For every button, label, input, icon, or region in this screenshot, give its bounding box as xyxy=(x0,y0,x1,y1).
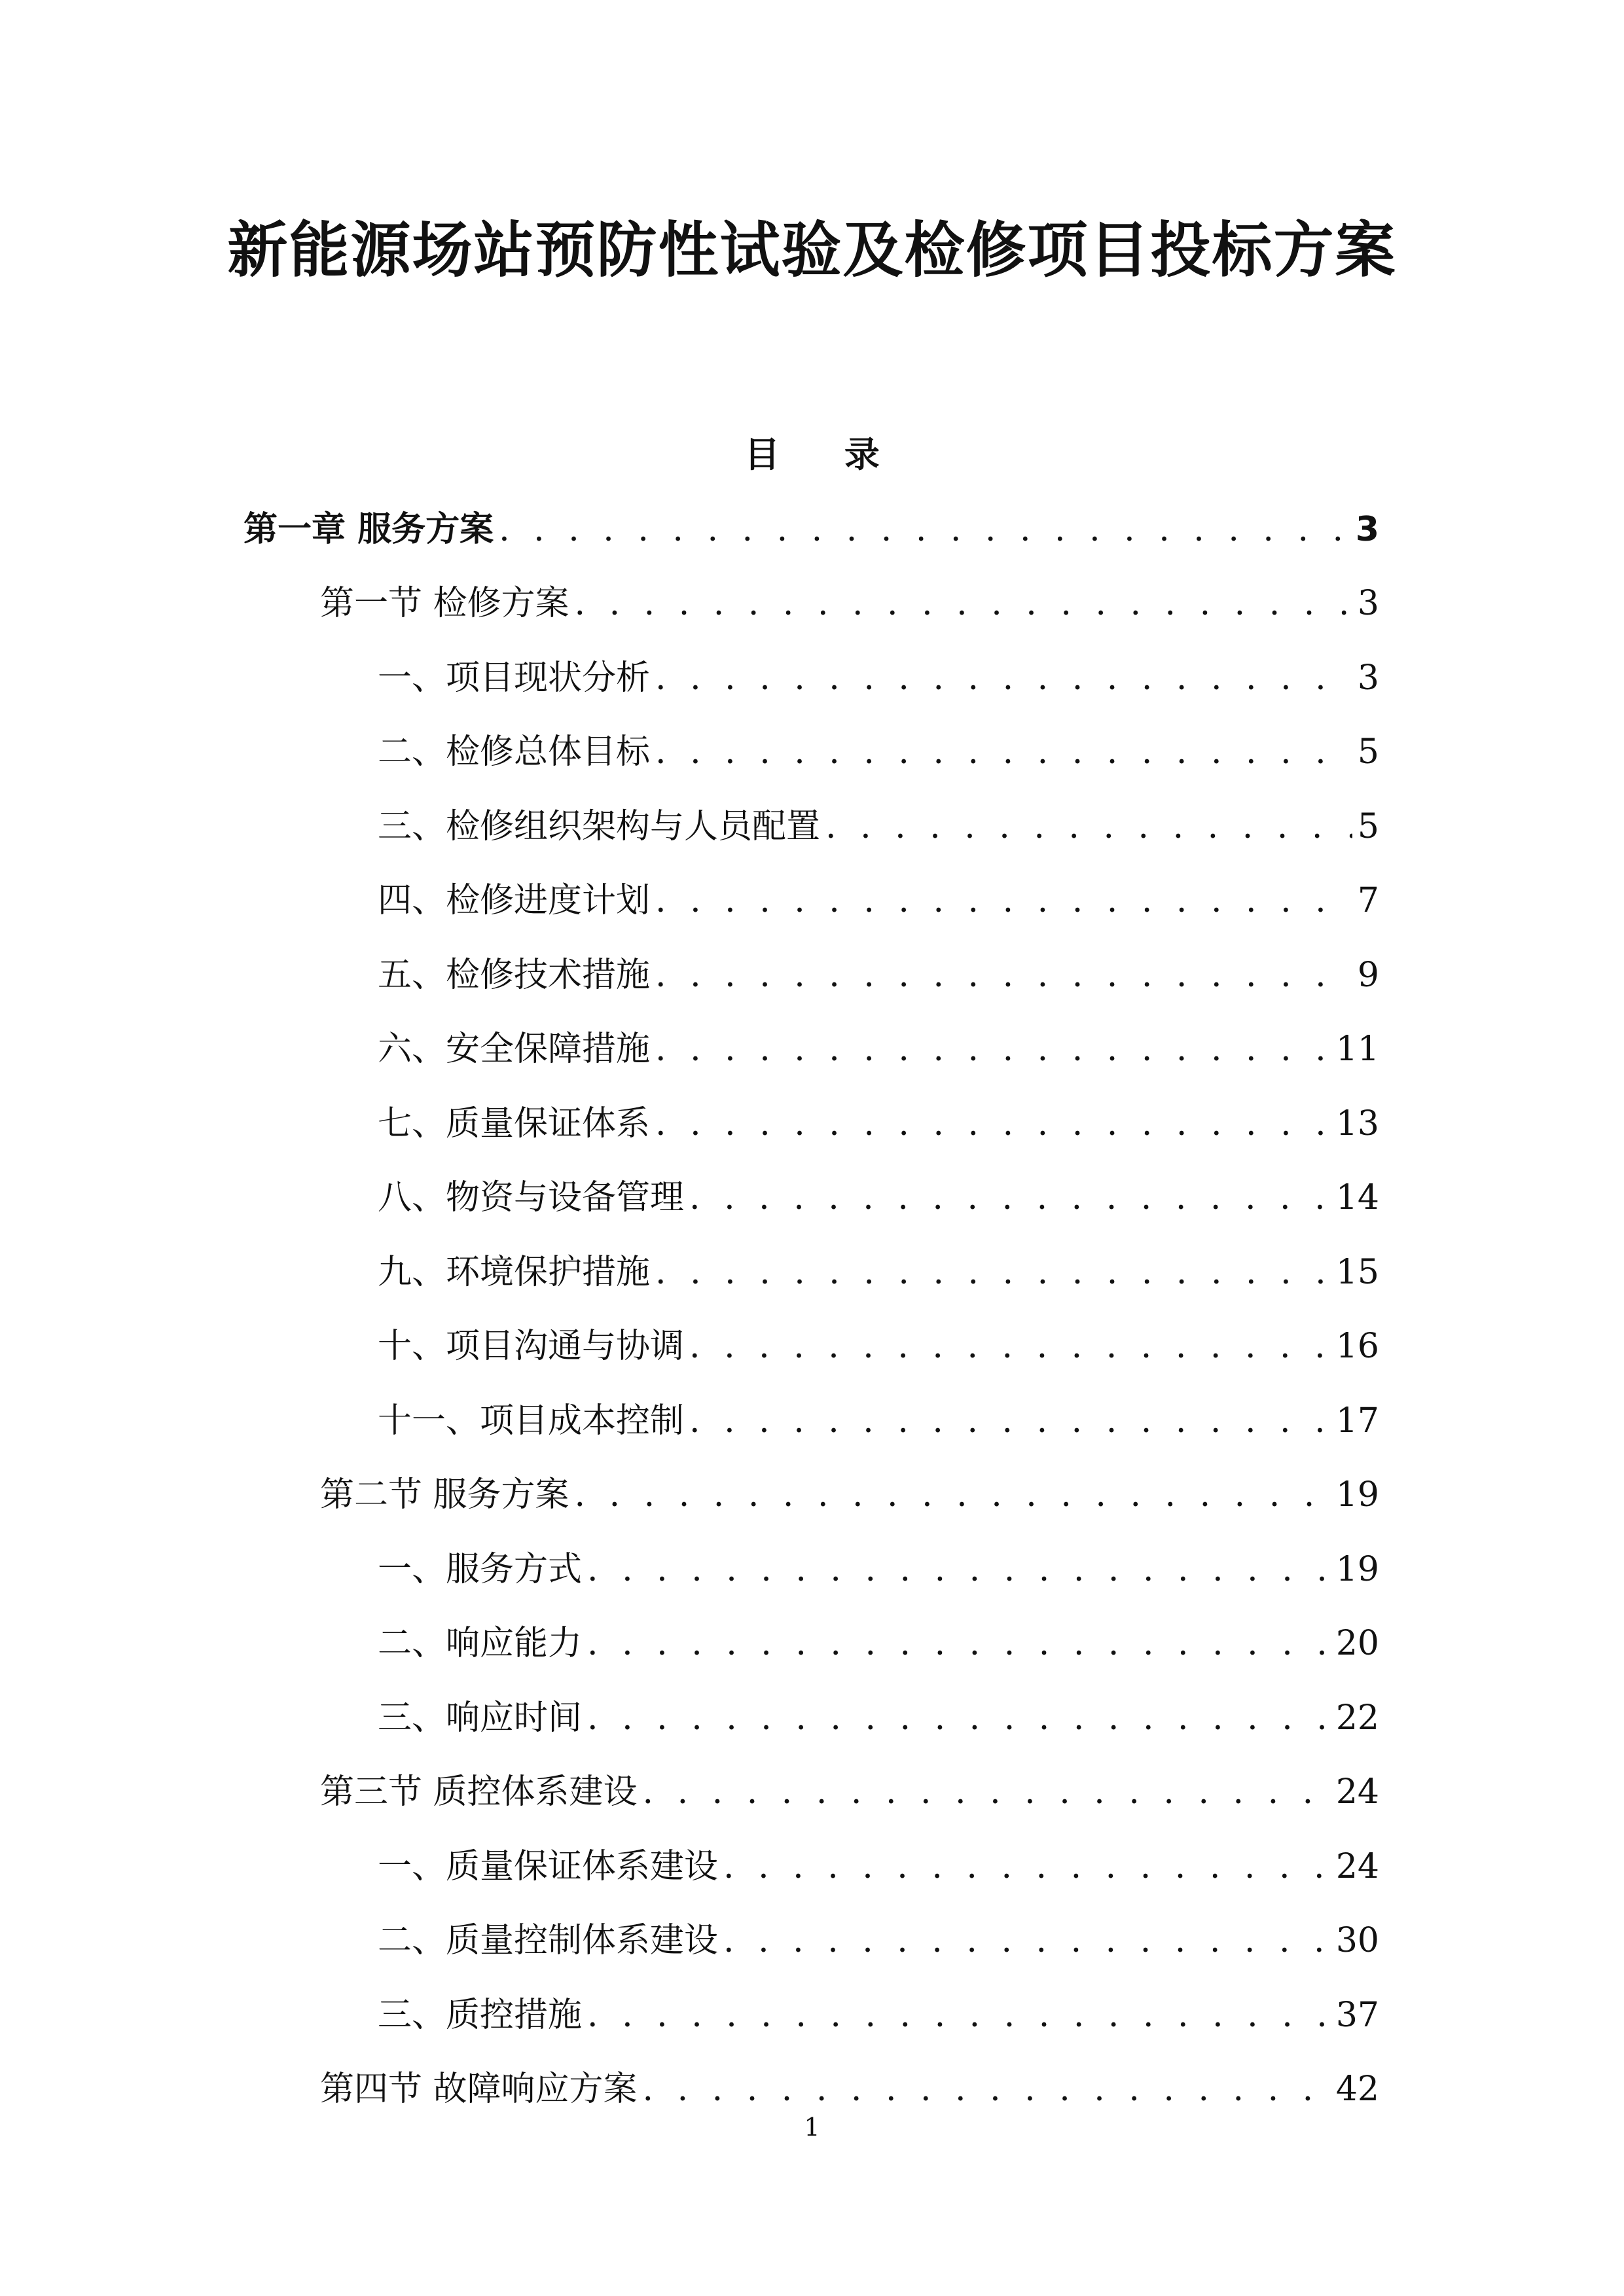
toc-dot-leader xyxy=(587,1547,1331,1592)
toc-dot-leader xyxy=(689,1398,1331,1444)
toc-entry-page: 3 xyxy=(1355,509,1379,549)
toc-dot-leader xyxy=(655,729,1352,775)
toc-entry[interactable] xyxy=(244,1964,1379,2038)
toc-entry-page: 20 xyxy=(1335,1624,1379,1663)
toc-entry-page: 7 xyxy=(1357,881,1379,920)
toc-entry-page: 16 xyxy=(1335,1327,1379,1366)
toc-dot-leader xyxy=(587,1992,1331,2038)
toc-entry-label: 一、服务方式 xyxy=(378,1549,583,1589)
toc-entry-label: 五、检修技术措施 xyxy=(378,955,651,995)
toc-entry-page: 11 xyxy=(1335,1030,1379,1069)
toc-dot-leader xyxy=(643,2066,1331,2112)
toc-entry[interactable] xyxy=(244,1072,1379,1147)
toc-entry-label: 第一节 检修方案 xyxy=(320,584,569,623)
toc-dot-leader xyxy=(655,1026,1331,1072)
toc-entry-label: 八、物资与设备管理 xyxy=(378,1178,685,1217)
toc-heading: 目 录 xyxy=(744,434,906,475)
toc-entry[interactable] xyxy=(244,1815,1379,1890)
toc-entry-label: 第三节 质控体系建设 xyxy=(320,1772,638,1812)
toc-dot-leader xyxy=(575,581,1352,626)
toc-dot-leader xyxy=(655,878,1352,924)
toc-entry-page: 9 xyxy=(1357,955,1379,995)
toc-entry-label: 一、质量保证体系建设 xyxy=(378,1846,719,1886)
toc-entry-label: 十一、项目成本控制 xyxy=(378,1401,685,1441)
toc-entry-page: 5 xyxy=(1357,806,1379,846)
toc-entry-page: 14 xyxy=(1335,1178,1379,1217)
toc-entry[interactable] xyxy=(244,552,1379,627)
toc-entry-label: 九、环境保护措施 xyxy=(378,1252,651,1292)
toc-entry[interactable] xyxy=(244,1295,1379,1370)
toc-dot-leader xyxy=(655,952,1352,998)
toc-entry-page: 5 xyxy=(1357,732,1379,772)
toc-entry[interactable] xyxy=(244,478,1379,552)
toc-entry[interactable] xyxy=(244,1890,1379,1964)
toc-entry-page: 17 xyxy=(1335,1401,1379,1441)
page-number: 1 xyxy=(804,2113,820,2142)
toc-dot-leader xyxy=(643,1769,1331,1815)
toc-entry-page: 24 xyxy=(1335,1772,1379,1812)
toc-entry[interactable] xyxy=(244,1221,1379,1295)
toc-dot-leader xyxy=(655,1249,1331,1295)
toc-entry[interactable] xyxy=(244,1741,1379,1816)
toc-entry-label: 十、项目沟通与协调 xyxy=(378,1327,685,1366)
toc-entry-label: 三、质控措施 xyxy=(378,1995,583,2035)
toc-dot-leader xyxy=(655,1101,1331,1147)
toc-entry[interactable] xyxy=(244,626,1379,701)
toc-entry-label: 四、检修进度计划 xyxy=(378,881,651,920)
toc-entry[interactable] xyxy=(244,1147,1379,1221)
toc-dot-leader xyxy=(587,1695,1331,1741)
toc-entry[interactable] xyxy=(244,1518,1379,1592)
table-of-contents xyxy=(244,478,1379,2112)
toc-entry-label: 二、响应能力 xyxy=(378,1624,583,1663)
toc-dot-leader xyxy=(499,507,1350,552)
toc-dot-leader xyxy=(655,655,1352,701)
toc-entry-page: 19 xyxy=(1335,1549,1379,1589)
toc-entry[interactable] xyxy=(244,1666,1379,1741)
toc-entry-page: 30 xyxy=(1335,1921,1379,1960)
toc-entry-label: 第四节 故障响应方案 xyxy=(320,2070,638,2109)
toc-entry-label: 一、项目现状分析 xyxy=(378,658,651,698)
document-title: 新能源场站预防性试验及检修项目投标方案 xyxy=(227,215,1397,285)
toc-dot-leader xyxy=(825,804,1352,850)
toc-entry[interactable] xyxy=(244,2038,1379,2113)
toc-entry-page: 13 xyxy=(1335,1103,1379,1143)
toc-dot-leader xyxy=(723,1918,1331,1964)
toc-entry-label: 三、检修组织架构与人员配置 xyxy=(378,806,821,846)
toc-entry[interactable] xyxy=(244,775,1379,850)
toc-entry-label: 第一章 服务方案 xyxy=(244,509,494,549)
toc-entry-page: 22 xyxy=(1335,1698,1379,1738)
toc-entry[interactable] xyxy=(244,701,1379,776)
toc-entry[interactable] xyxy=(244,1444,1379,1518)
toc-entry-page: 15 xyxy=(1335,1252,1379,1292)
toc-dot-leader xyxy=(689,1323,1331,1369)
toc-dot-leader xyxy=(723,1844,1331,1890)
toc-dot-leader xyxy=(575,1472,1331,1518)
toc-entry[interactable] xyxy=(244,850,1379,924)
toc-entry-page: 3 xyxy=(1357,584,1379,623)
toc-entry[interactable] xyxy=(244,998,1379,1073)
toc-dot-leader xyxy=(587,1621,1331,1666)
toc-entry[interactable] xyxy=(244,1592,1379,1667)
toc-entry-page: 3 xyxy=(1357,658,1379,698)
toc-entry-label: 三、响应时间 xyxy=(378,1698,583,1738)
toc-entry-label: 第二节 服务方案 xyxy=(320,1475,569,1515)
toc-entry-page: 42 xyxy=(1335,2070,1379,2109)
toc-entry-page: 19 xyxy=(1335,1475,1379,1515)
toc-entry-label: 二、检修总体目标 xyxy=(378,732,651,772)
toc-entry-label: 六、安全保障措施 xyxy=(378,1030,651,1069)
toc-entry-page: 24 xyxy=(1335,1846,1379,1886)
toc-entry-page: 37 xyxy=(1335,1995,1379,2035)
toc-entry[interactable] xyxy=(244,1369,1379,1444)
toc-entry-label: 二、质量控制体系建设 xyxy=(378,1921,719,1960)
toc-entry-label: 七、质量保证体系 xyxy=(378,1103,651,1143)
toc-dot-leader xyxy=(689,1175,1331,1221)
toc-entry[interactable] xyxy=(244,924,1379,998)
